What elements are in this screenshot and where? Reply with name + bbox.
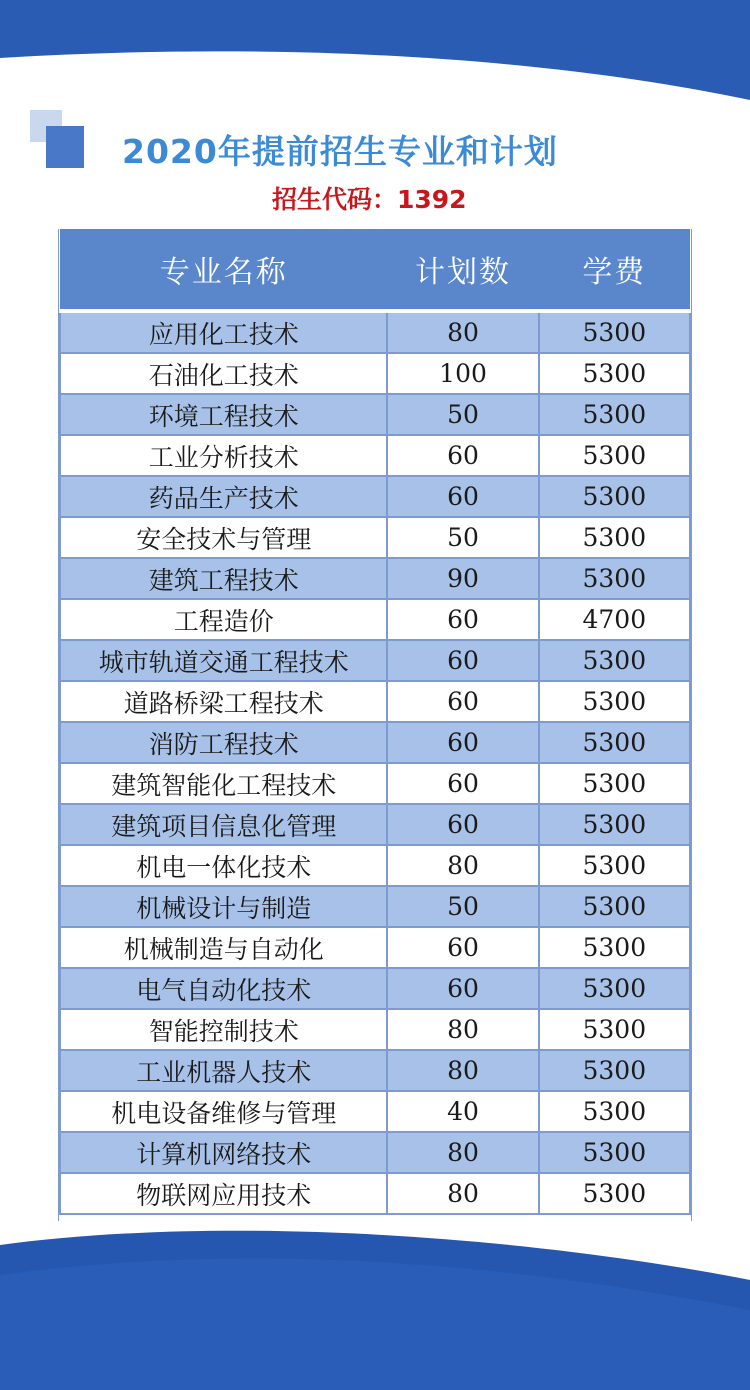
cell-major-name: 药品生产技术 bbox=[60, 476, 387, 517]
cell-major-name: 石油化工技术 bbox=[60, 353, 387, 394]
cell-major-name: 计算机网络技术 bbox=[60, 1132, 387, 1173]
bottom-wave-decoration bbox=[0, 1215, 750, 1390]
cell-major-name: 电气自动化技术 bbox=[60, 968, 387, 1009]
cell-tuition: 5300 bbox=[539, 1132, 690, 1173]
cell-plan-count: 80 bbox=[387, 845, 538, 886]
cell-tuition: 5300 bbox=[539, 886, 690, 927]
cell-tuition: 5300 bbox=[539, 353, 690, 394]
cell-major-name: 城市轨道交通工程技术 bbox=[60, 640, 387, 681]
cell-tuition: 5300 bbox=[539, 1091, 690, 1132]
table-row bbox=[60, 1091, 690, 1132]
cell-tuition: 5300 bbox=[539, 763, 690, 804]
cell-plan-count: 80 bbox=[387, 1009, 538, 1050]
cell-plan-count: 80 bbox=[387, 1132, 538, 1173]
table-row bbox=[60, 558, 690, 599]
cell-major-name: 建筑工程技术 bbox=[60, 558, 387, 599]
table-row bbox=[60, 311, 690, 353]
cell-plan-count: 60 bbox=[387, 640, 538, 681]
cell-major-name: 机械设计与制造 bbox=[60, 886, 387, 927]
table-row bbox=[60, 886, 690, 927]
cell-tuition: 5300 bbox=[539, 804, 690, 845]
cell-major-name: 物联网应用技术 bbox=[60, 1173, 387, 1214]
cell-plan-count: 40 bbox=[387, 1091, 538, 1132]
cell-major-name: 消防工程技术 bbox=[60, 722, 387, 763]
cell-plan-count: 50 bbox=[387, 886, 538, 927]
major-plan-table bbox=[58, 229, 692, 1221]
cell-tuition: 5300 bbox=[539, 476, 690, 517]
column-header-plan: 计划数 bbox=[387, 229, 538, 311]
cell-major-name: 工业机器人技术 bbox=[60, 1050, 387, 1091]
cell-major-name: 工程造价 bbox=[60, 599, 387, 640]
cell-tuition: 5300 bbox=[539, 1009, 690, 1050]
column-header-tuition: 学费 bbox=[539, 229, 690, 311]
cell-tuition: 5300 bbox=[539, 640, 690, 681]
enrollment-code: 招生代码：1392 bbox=[272, 185, 467, 214]
table-row bbox=[60, 804, 690, 845]
table-row bbox=[60, 968, 690, 1009]
table-row bbox=[60, 1173, 690, 1214]
cell-plan-count: 80 bbox=[387, 1173, 538, 1214]
cell-plan-count: 80 bbox=[387, 311, 538, 353]
cell-major-name: 工业分析技术 bbox=[60, 435, 387, 476]
table-row bbox=[60, 353, 690, 394]
cell-plan-count: 50 bbox=[387, 517, 538, 558]
cell-major-name: 应用化工技术 bbox=[60, 311, 387, 353]
cell-tuition: 5300 bbox=[539, 517, 690, 558]
top-wave-decoration bbox=[0, 0, 750, 110]
cell-tuition: 5300 bbox=[539, 722, 690, 763]
table-row bbox=[60, 1009, 690, 1050]
cell-tuition: 5300 bbox=[539, 681, 690, 722]
table-row bbox=[60, 599, 690, 640]
cell-tuition: 5300 bbox=[539, 558, 690, 599]
cell-tuition: 5300 bbox=[539, 927, 690, 968]
cell-plan-count: 60 bbox=[387, 681, 538, 722]
cell-tuition: 5300 bbox=[539, 968, 690, 1009]
page-title: 2020年提前招生专业和计划 bbox=[122, 132, 558, 171]
column-header-major: 专业名称 bbox=[60, 229, 387, 311]
cell-major-name: 机电一体化技术 bbox=[60, 845, 387, 886]
cell-plan-count: 60 bbox=[387, 968, 538, 1009]
table-row bbox=[60, 435, 690, 476]
cell-tuition: 5300 bbox=[539, 394, 690, 435]
table-row bbox=[60, 681, 690, 722]
cell-plan-count: 60 bbox=[387, 435, 538, 476]
cell-plan-count: 90 bbox=[387, 558, 538, 599]
cell-major-name: 建筑智能化工程技术 bbox=[60, 763, 387, 804]
cell-tuition: 5300 bbox=[539, 435, 690, 476]
cell-major-name: 智能控制技术 bbox=[60, 1009, 387, 1050]
cell-plan-count: 50 bbox=[387, 394, 538, 435]
table-row bbox=[60, 640, 690, 681]
table-row bbox=[60, 1132, 690, 1173]
cell-tuition: 4700 bbox=[539, 599, 690, 640]
cell-major-name: 安全技术与管理 bbox=[60, 517, 387, 558]
cell-tuition: 5300 bbox=[539, 1173, 690, 1214]
cell-major-name: 环境工程技术 bbox=[60, 394, 387, 435]
cell-plan-count: 60 bbox=[387, 599, 538, 640]
cell-plan-count: 100 bbox=[387, 353, 538, 394]
cell-major-name: 建筑项目信息化管理 bbox=[60, 804, 387, 845]
cell-tuition: 5300 bbox=[539, 1050, 690, 1091]
cell-tuition: 5300 bbox=[539, 845, 690, 886]
cell-plan-count: 60 bbox=[387, 927, 538, 968]
cell-plan-count: 60 bbox=[387, 763, 538, 804]
cell-plan-count: 60 bbox=[387, 476, 538, 517]
cell-major-name: 道路桥梁工程技术 bbox=[60, 681, 387, 722]
table-row bbox=[60, 1050, 690, 1091]
cell-plan-count: 80 bbox=[387, 1050, 538, 1091]
cell-major-name: 机械制造与自动化 bbox=[60, 927, 387, 968]
table-row bbox=[60, 722, 690, 763]
cell-plan-count: 60 bbox=[387, 804, 538, 845]
table-row bbox=[60, 476, 690, 517]
table-row bbox=[60, 394, 690, 435]
table-row bbox=[60, 517, 690, 558]
cell-plan-count: 60 bbox=[387, 722, 538, 763]
table-row bbox=[60, 927, 690, 968]
table-header-row bbox=[60, 229, 690, 311]
table-row bbox=[60, 845, 690, 886]
cell-major-name: 机电设备维修与管理 bbox=[60, 1091, 387, 1132]
cell-tuition: 5300 bbox=[539, 311, 690, 353]
table-row bbox=[60, 763, 690, 804]
